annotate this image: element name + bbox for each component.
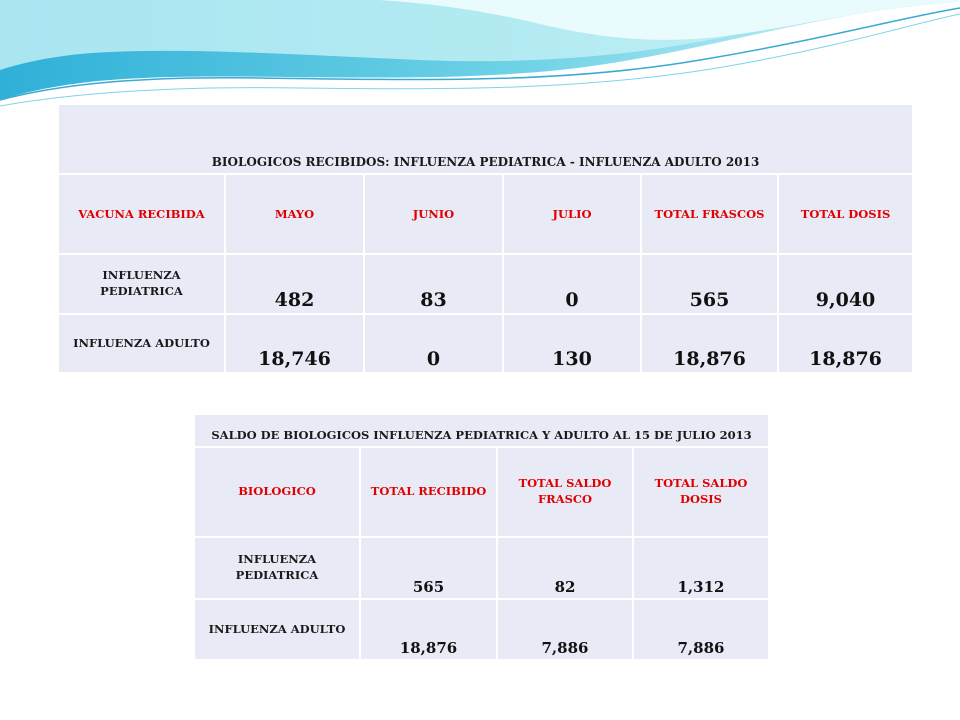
table1-header-total-dosis: TOTAL DOSIS (778, 174, 913, 254)
biologicos-recibidos-table (57, 103, 914, 374)
cell-value: 83 (364, 254, 503, 314)
row-label: INFLUENZA ADULTO (194, 599, 360, 660)
cell-value: 0 (364, 314, 503, 373)
row-label: INFLUENZA PEDIATRICA (194, 537, 360, 599)
table2-header-total-saldo-dosis: TOTAL SALDO DOSIS (633, 447, 769, 537)
table2-header-total-recibido: TOTAL RECIBIDO (360, 447, 497, 537)
table1-header-total-frascos: TOTAL FRASCOS (641, 174, 778, 254)
cell-value: 130 (503, 314, 641, 373)
table1-header-junio: JUNIO (364, 174, 503, 254)
table1-header-mayo: MAYO (225, 174, 364, 254)
cell-value: 18,876 (778, 314, 913, 373)
saldo-biologicos-table (193, 413, 770, 661)
table-row (58, 314, 913, 373)
table2-header-total-saldo-frasco: TOTAL SALDO FRASCO (497, 447, 633, 537)
table1-header-julio: JULIO (503, 174, 641, 254)
table2-header-biologico: BIOLOGICO (194, 447, 360, 537)
cell-value: 7,886 (633, 599, 769, 660)
cell-value: 7,886 (497, 599, 633, 660)
cell-value: 82 (497, 537, 633, 599)
row-label: INFLUENZA PEDIATRICA (58, 254, 225, 314)
table-row (194, 537, 769, 599)
cell-value: 18,876 (641, 314, 778, 373)
cell-value: 9,040 (778, 254, 913, 314)
cell-value: 0 (503, 254, 641, 314)
header-wave-decoration (0, 0, 960, 110)
row-label: INFLUENZA ADULTO (58, 314, 225, 373)
cell-value: 18,746 (225, 314, 364, 373)
table1-title: BIOLOGICOS RECIBIDOS: INFLUENZA PEDIATRICA - INFLUENZA ADULTO 2013 (58, 104, 913, 174)
cell-value: 1,312 (633, 537, 769, 599)
table-row (194, 599, 769, 660)
cell-value: 565 (641, 254, 778, 314)
cell-value: 18,876 (360, 599, 497, 660)
cell-value: 482 (225, 254, 364, 314)
cell-value: 565 (360, 537, 497, 599)
table2-title: SALDO DE BIOLOGICOS INFLUENZA PEDIATRICA Y ADULTO AL 15 DE JULIO 2013 (194, 414, 769, 447)
table-row (58, 254, 913, 314)
table1-header-vacuna: VACUNA RECIBIDA (58, 174, 225, 254)
